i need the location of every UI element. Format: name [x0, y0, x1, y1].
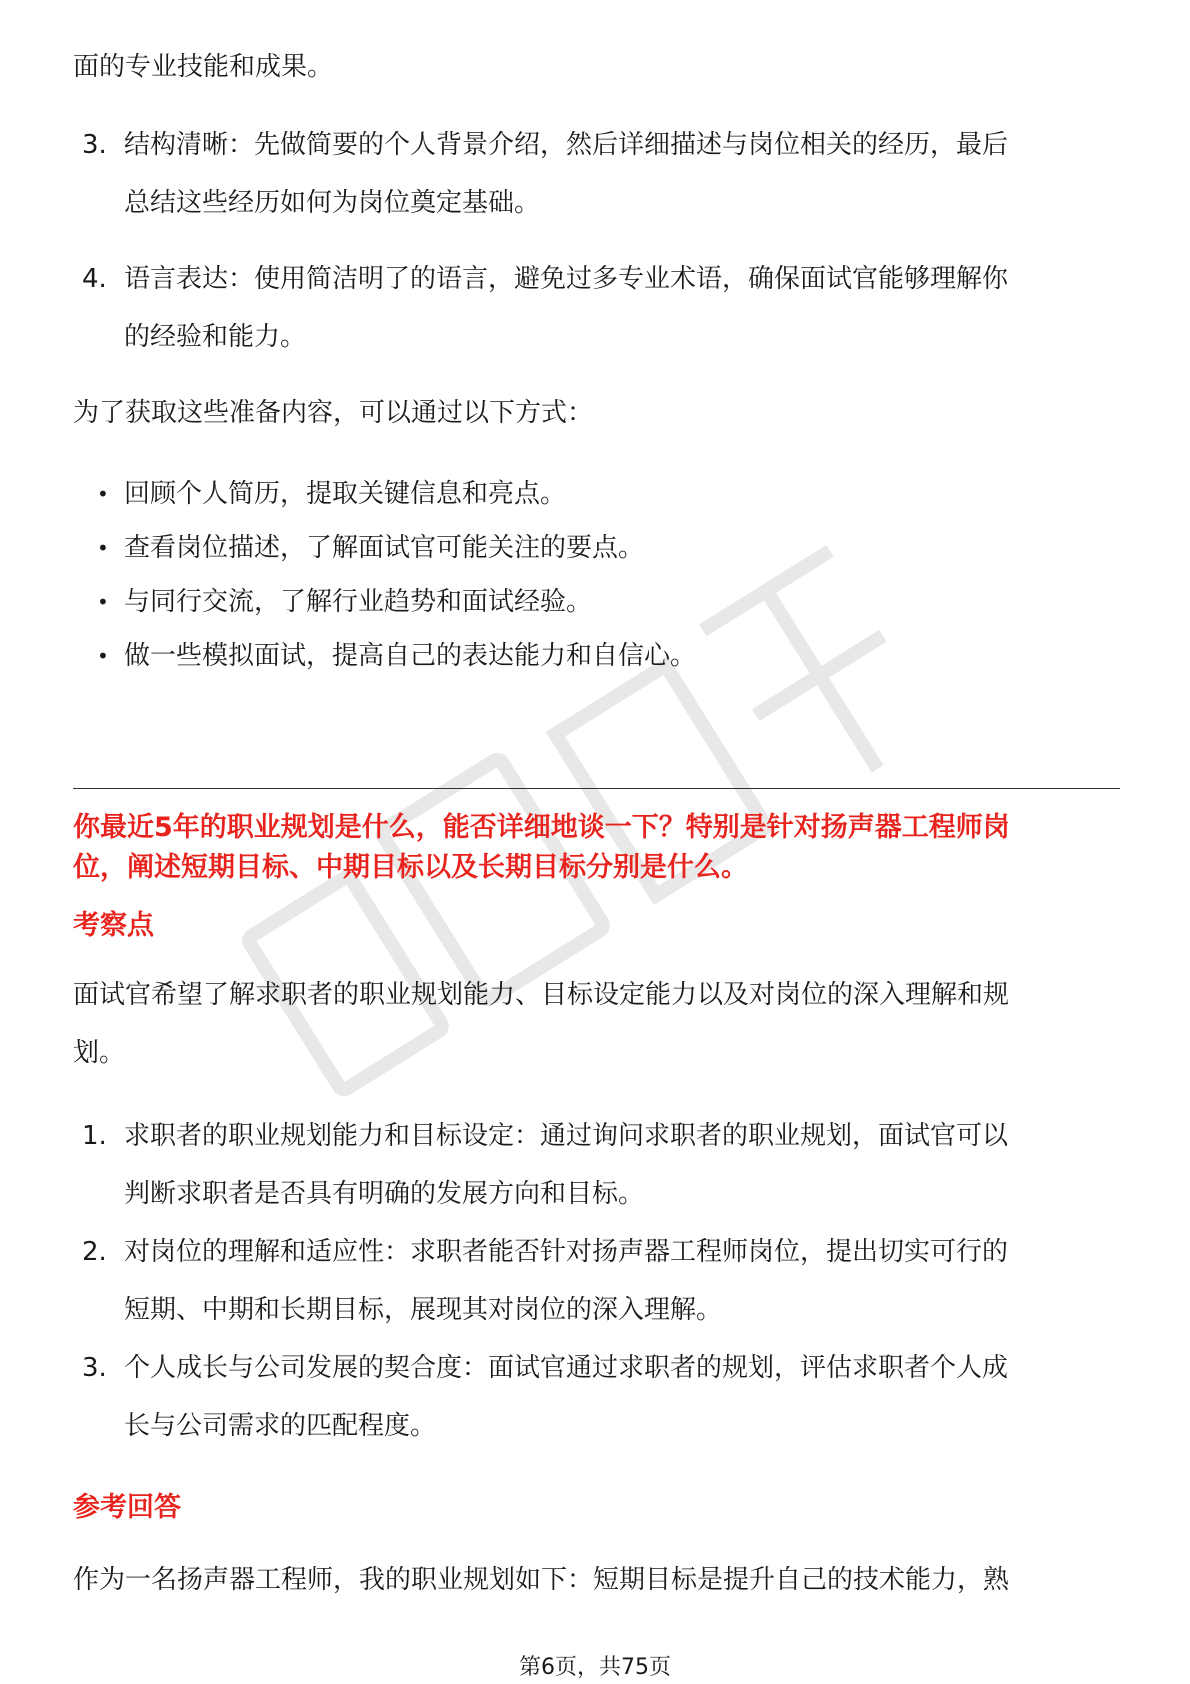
page-footer: 第6页，共75页 — [519, 1655, 671, 1680]
bullet-text: 做一些模拟面试，提高自己的表达能力和自信心。 — [124, 641, 697, 671]
list-item-line: 判断求职者是否具有明确的发展方向和目标。 — [124, 1179, 645, 1209]
section-heading-exam: 考察点 — [73, 910, 154, 941]
paragraph-tail: 面的专业技能和成果。 — [73, 52, 334, 82]
list-item-line: 个人成长与公司发展的契合度：面试官通过求职者的规划，评估求职者个人成 — [124, 1353, 1009, 1383]
prep-intro: 为了获取这些准备内容，可以通过以下方式： — [73, 398, 594, 428]
bullet-text: 查看岗位描述，了解面试官可能关注的要点。 — [124, 533, 645, 563]
bullet-text: 与同行交流，了解行业趋势和面试经验。 — [124, 587, 593, 617]
bullet-marker: • — [97, 536, 109, 560]
answer-paragraph: 作为一名扬声器工程师，我的职业规划如下：短期目标是提升自己的技术能力，熟 — [73, 1565, 1010, 1595]
list-number: 1. — [82, 1121, 107, 1151]
list-number: 2. — [82, 1237, 107, 1267]
question-line: 你最近5年的职业规划是什么，能否详细地谈一下？特别是针对扬声器工程师岗 — [73, 812, 1010, 843]
bullet-text: 回顾个人简历，提取关键信息和亮点。 — [124, 479, 567, 509]
section-heading-answer: 参考回答 — [73, 1492, 181, 1523]
list-item-line: 对岗位的理解和适应性：求职者能否针对扬声器工程师岗位，提出切实可行的 — [124, 1237, 1009, 1267]
bullet-marker: • — [97, 590, 109, 614]
question-line: 位，阐述短期目标、中期目标以及长期目标分别是什么。 — [73, 852, 748, 883]
list-number: 3. — [82, 1353, 107, 1383]
list-number: 4. — [82, 264, 107, 294]
bullet-marker: • — [97, 482, 109, 506]
list-item-line: 的经验和能力。 — [124, 322, 307, 352]
list-item-line: 求职者的职业规划能力和目标设定：通过询问求职者的职业规划，面试官可以 — [124, 1121, 1009, 1151]
exam-intro-line: 划。 — [73, 1038, 126, 1068]
interview-question — [73, 808, 1120, 888]
exam-intro — [73, 966, 1120, 1082]
list-item-line: 短期、中期和长期目标，展现其对岗位的深入理解。 — [124, 1295, 723, 1325]
list-item-line: 语言表达：使用简洁明了的语言，避免过多专业术语，确保面试官能够理解你 — [124, 264, 1009, 294]
list-item-line: 结构清晰：先做简要的个人背景介绍，然后详细描述与岗位相关的经历，最后 — [124, 130, 1009, 160]
list-number: 3. — [82, 130, 107, 160]
bullet-marker: • — [97, 644, 109, 668]
exam-intro-line: 面试官希望了解求职者的职业规划能力、目标设定能力以及对岗位的深入理解和规 — [73, 980, 1010, 1010]
list-item-line: 总结这些经历如何为岗位奠定基础。 — [124, 188, 541, 218]
list-item-line: 长与公司需求的匹配程度。 — [124, 1411, 437, 1441]
section-divider — [73, 788, 1120, 789]
